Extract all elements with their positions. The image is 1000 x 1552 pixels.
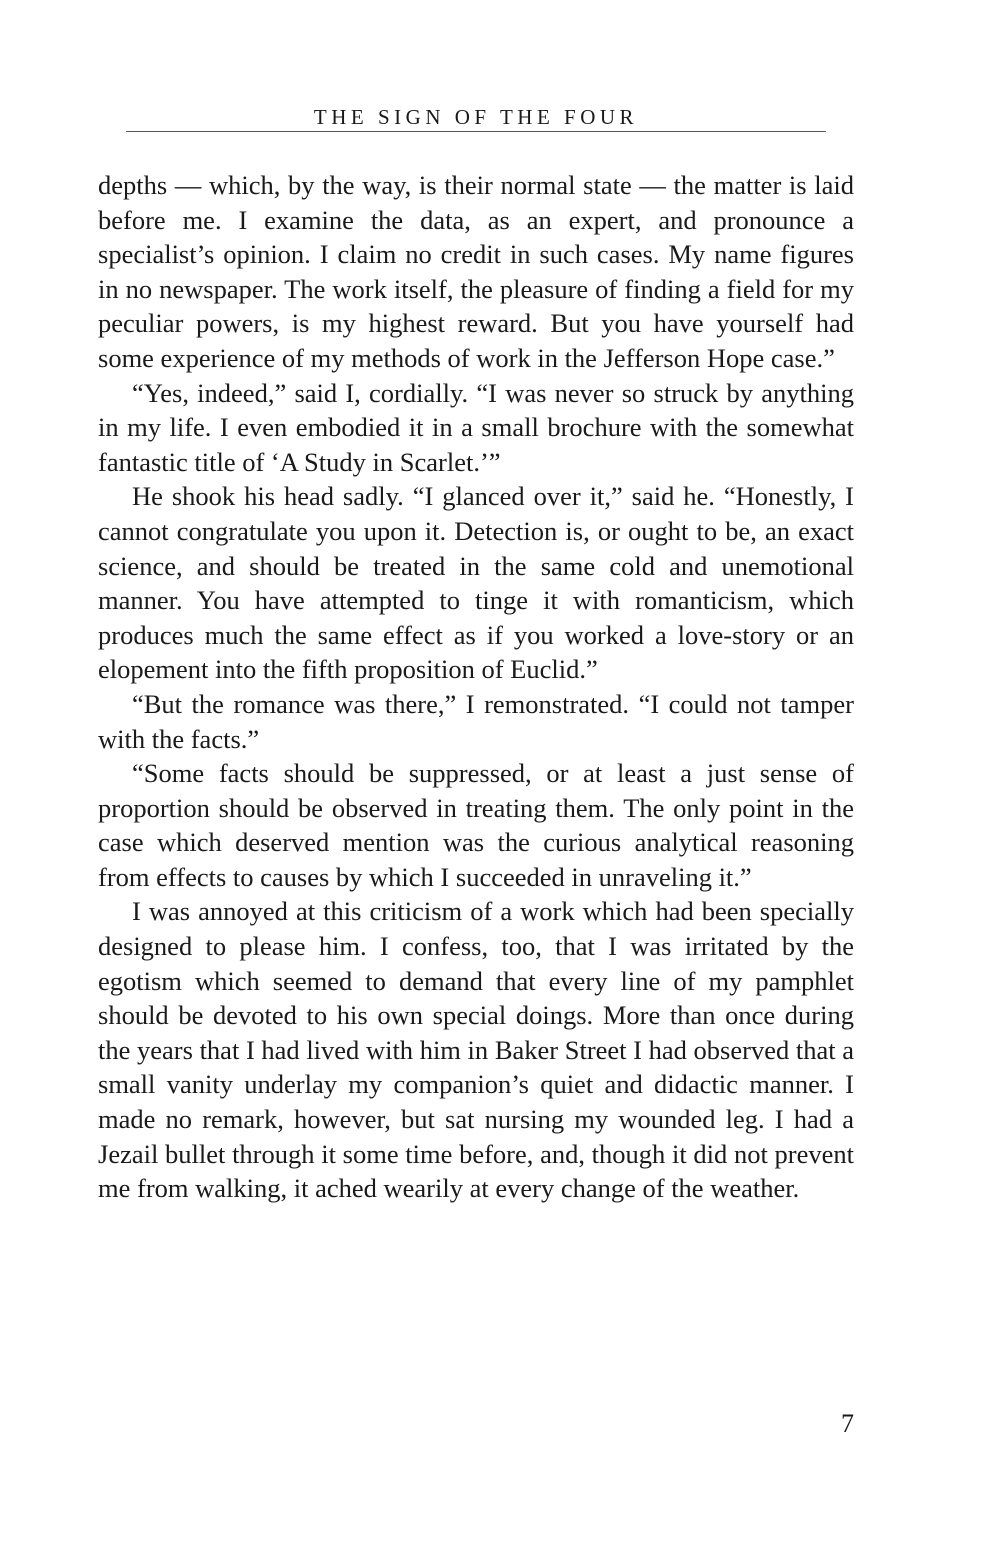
paragraph: I was annoyed at this criticism of a work which had been specially designed to please him. I confess, too, that I was irritated by the egotism which seemed to demand that every line of my pamphlet should be devoted to his own special doings. More than once during the years that I had lived with him in Baker Street I had observed that a small vanity underlay my companion’s quiet and didactic manner. I made no remark, however, but sat nursing my wounded leg. I had a Jezail bullet through it some time before, and, though it did not prevent me from walking, it ached wearily at every change of the weather. <box>98 896 854 1204</box>
header-rule <box>126 131 826 132</box>
paragraph: depths — which, by the way, is their normal state — the matter is laid before me. I examine the data, as an expert, and pronounce a specialist’s opinion. I claim no credit in such cases. My name figures in no newspaper. The work itself, the pleasure of finding a field for my peculiar powers, is my highest reward. But you have yourself had some experience of my methods of work in the Jefferson Hope case.” <box>98 170 854 373</box>
paragraph: “But the romance was there,” I remonstrated. “I could not tamper with the facts.” <box>98 688 854 754</box>
paragraph: “Some facts should be suppressed, or at least a just sense of proportion should be observed in treating them. The only point in the case which deserved mention was the curious analytical reasoning from effects to causes by which I succeeded in unraveling it.” <box>98 758 854 892</box>
body-text <box>98 168 854 1206</box>
paragraph: “Yes, indeed,” said I, cordially. “I was never so struck by anything in my life. I even embodied it in a small brochure with the somewhat fantastic title of ‘A Study in Scarlet.’” <box>98 377 854 477</box>
page-number: 7 <box>841 1409 854 1438</box>
running-head-title: THE SIGN OF THE FOUR <box>313 105 639 129</box>
paragraph: He shook his head sadly. “I glanced over it,” said he. “Honestly, I cannot congratulate you upon it. Detection is, or ought to be, an exact science, and should be treated in the same cold and unemotional manner. You have attempted to tinge it with romanticism, which produces much the same effect as if you worked a love-story or an elopement into the fifth proposition of Euclid.” <box>98 481 854 685</box>
